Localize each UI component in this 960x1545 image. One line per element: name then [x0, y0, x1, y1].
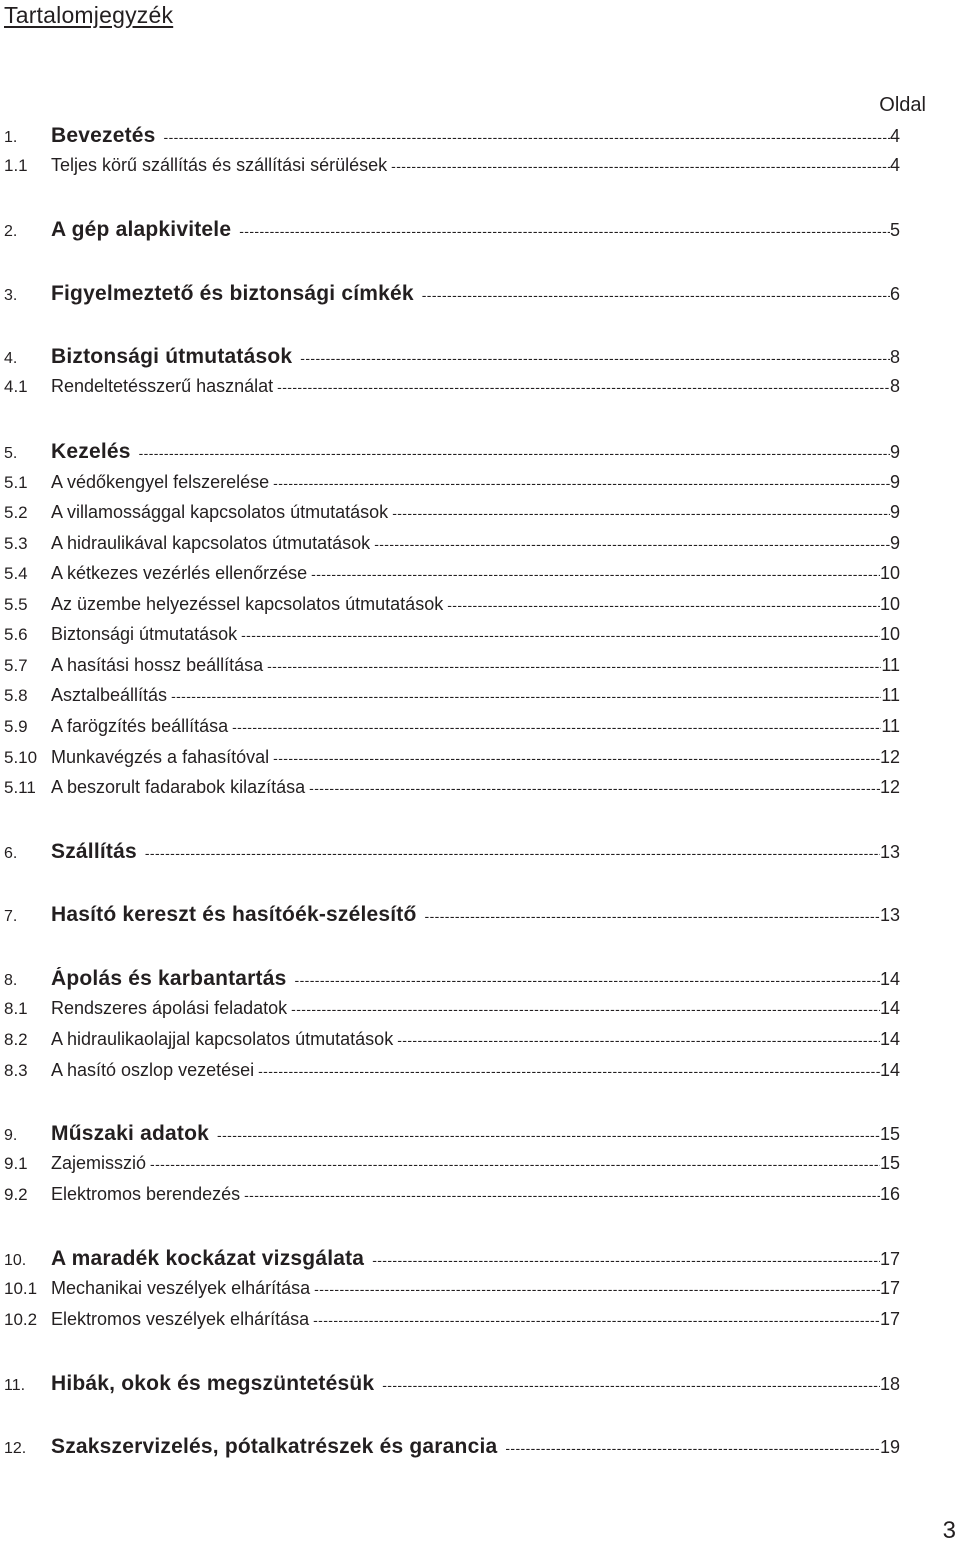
toc-entry-page: 12 — [879, 747, 900, 767]
toc-entry-number: 5.3 — [4, 534, 28, 553]
toc-entry-number: 8. — [4, 972, 18, 989]
toc-entry-label: Zajemisszió — [51, 1153, 147, 1173]
toc-entry-label: Műszaki adatok — [51, 1122, 210, 1145]
toc-dot-leader — [156, 129, 890, 145]
toc-dot-leader — [414, 287, 890, 303]
toc-dot-leader — [393, 1032, 880, 1048]
toc-entry-page: 4 — [889, 155, 900, 175]
toc-entry-number: 10.1 — [4, 1279, 38, 1298]
toc-dot-leader — [305, 780, 880, 796]
toc-entry-page: 19 — [879, 1437, 900, 1457]
toc-entry-label: Mechanikai veszélyek elhárítása — [51, 1278, 311, 1298]
toc-chapter-entry[interactable] — [4, 218, 900, 246]
toc-entry-page: 12 — [879, 777, 900, 797]
toc-entry-label: Biztonsági útmutatások — [51, 624, 238, 644]
toc-entry-page: 9 — [889, 472, 900, 492]
toc-entry-label: Munkavégzés a fahasítóval — [51, 747, 270, 767]
toc-entry-number: 5.7 — [4, 656, 28, 675]
toc-entry-page: 5 — [889, 220, 900, 240]
toc-entry-number: 6. — [4, 845, 18, 862]
toc-section-entry[interactable] — [4, 533, 900, 561]
toc-entry-page: 14 — [879, 998, 900, 1018]
toc-entry-label: Elektromos berendezés — [51, 1184, 241, 1204]
toc-dot-leader — [263, 658, 881, 674]
toc-chapter-entry[interactable] — [4, 1122, 900, 1150]
toc-dot-leader — [167, 688, 881, 704]
toc-entry-number: 5.2 — [4, 503, 28, 522]
toc-entry-number: 9.1 — [4, 1154, 28, 1173]
toc-entry-number: 9. — [4, 1127, 18, 1144]
toc-entry-page: 10 — [879, 563, 900, 583]
toc-entry-number: 1. — [4, 129, 18, 146]
toc-entry-number: 4.1 — [4, 377, 28, 396]
toc-entry-number: 10.2 — [4, 1310, 38, 1329]
toc-entry-number: 10. — [4, 1252, 27, 1269]
toc-entry-page: 14 — [879, 1029, 900, 1049]
toc-entry-page: 18 — [879, 1374, 900, 1394]
toc-entry-number: 5.5 — [4, 595, 28, 614]
toc-dot-leader — [137, 845, 880, 861]
toc-dot-leader — [387, 158, 890, 174]
toc-entry-number: 5.11 — [4, 778, 36, 797]
toc-section-entry[interactable] — [4, 1060, 900, 1088]
toc-dot-leader — [364, 1252, 880, 1268]
toc-section-entry[interactable] — [4, 1309, 900, 1337]
toc-dot-leader — [388, 505, 890, 521]
toc-entry-label: Kezelés — [51, 440, 131, 463]
toc-entry-label: Szállítás — [51, 840, 137, 863]
toc-dot-leader — [228, 719, 881, 735]
toc-entry-label: Rendszeres ápolási feladatok — [51, 998, 288, 1018]
toc-entry-number: 1.1 — [4, 156, 28, 175]
toc-entry-label: A farögzítés beállítása — [51, 716, 229, 736]
toc-entry-label: Ápolás és karbantartás — [51, 967, 287, 990]
toc-entry-number: 4. — [4, 350, 18, 367]
toc-dot-leader — [497, 1440, 880, 1456]
toc-chapter-entry[interactable] — [4, 345, 900, 373]
page-column-header: Oldal — [879, 94, 926, 116]
toc-entry-label: A hidraulikaolajjal kapcsolatos útmutatások — [51, 1029, 394, 1049]
toc-section-entry[interactable] — [4, 472, 900, 500]
toc-entry-number: 5. — [4, 445, 18, 462]
toc-dot-leader — [231, 223, 890, 239]
toc-entry-label: Hibák, okok és megszüntetésük — [51, 1372, 375, 1395]
toc-chapter-entry[interactable] — [4, 1435, 900, 1463]
toc-dot-leader — [287, 972, 880, 988]
toc-dot-leader — [309, 1312, 880, 1328]
toc-entry-label: Figyelmeztető és biztonsági címkék — [51, 282, 414, 305]
toc-entry-page: 15 — [879, 1124, 900, 1144]
toc-entry-page: 9 — [889, 442, 900, 462]
toc-entry-page: 15 — [879, 1153, 900, 1173]
toc-entry-label: Rendeltetésszerű használat — [51, 376, 274, 396]
toc-entry-page: 10 — [879, 624, 900, 644]
toc-entry-page: 17 — [879, 1249, 900, 1269]
toc-entry-number: 9.2 — [4, 1185, 28, 1204]
toc-entry-label: A védőkengyel felszerelése — [51, 472, 270, 492]
toc-section-entry[interactable] — [4, 155, 900, 183]
toc-entry-label: Biztonsági útmutatások — [51, 345, 293, 368]
toc-dot-leader — [310, 1281, 880, 1297]
toc-entry-number: 5.4 — [4, 564, 28, 583]
toc-chapter-entry[interactable] — [4, 967, 900, 995]
toc-entry-number: 8.2 — [4, 1030, 28, 1049]
toc-section-entry[interactable] — [4, 594, 900, 622]
toc-entry-page: 14 — [879, 969, 900, 989]
toc-section-entry[interactable] — [4, 716, 900, 744]
toc-entry-page: 4 — [889, 126, 900, 146]
toc-section-entry[interactable] — [4, 1184, 900, 1212]
toc-entry-label: A gép alapkivitele — [51, 218, 232, 241]
toc-section-entry[interactable] — [4, 685, 900, 713]
toc-section-entry[interactable] — [4, 655, 900, 683]
toc-dot-leader — [131, 445, 890, 461]
toc-entry-page: 13 — [879, 842, 900, 862]
toc-entry-number: 11. — [4, 1377, 26, 1394]
toc-entry-number: 5.10 — [4, 748, 38, 767]
toc-chapter-entry[interactable] — [4, 282, 900, 310]
toc-entry-page: 8 — [889, 376, 900, 396]
toc-entry-label: Asztalbeállítás — [51, 685, 168, 705]
toc-entry-number: 5.6 — [4, 625, 28, 644]
toc-chapter-entry[interactable] — [4, 840, 900, 868]
toc-dot-leader — [370, 536, 890, 552]
toc-section-entry[interactable] — [4, 624, 900, 652]
toc-entry-number: 5.9 — [4, 717, 28, 736]
toc-section-entry[interactable] — [4, 376, 900, 404]
toc-dot-leader — [307, 566, 880, 582]
toc-section-entry[interactable] — [4, 1029, 900, 1057]
toc-dot-leader — [146, 1156, 880, 1172]
toc-section-entry[interactable] — [4, 563, 900, 591]
toc-dot-leader — [292, 350, 890, 366]
toc-entry-page: 13 — [879, 905, 900, 925]
toc-section-entry[interactable] — [4, 1153, 900, 1181]
toc-entry-page: 11 — [881, 685, 900, 705]
toc-section-entry[interactable] — [4, 777, 900, 805]
toc-entry-label: A hasítási hossz beállítása — [51, 655, 264, 675]
toc-entry-page: 16 — [879, 1184, 900, 1204]
toc-entry-number: 5.8 — [4, 686, 28, 705]
toc-chapter-entry[interactable] — [4, 124, 900, 152]
toc-entry-label: A hasító oszlop vezetései — [51, 1060, 255, 1080]
toc-entry-label: A villamossággal kapcsolatos útmutatások — [51, 502, 389, 522]
toc-entry-number: 2. — [4, 223, 18, 240]
toc-entry-page: 9 — [889, 502, 900, 522]
toc-entry-label: Szakszervizelés, pótalkatrészek és garancia — [51, 1435, 498, 1458]
toc-entry-number: 8.3 — [4, 1061, 28, 1080]
toc-dot-leader — [417, 908, 880, 924]
toc-entry-label: Az üzembe helyezéssel kapcsolatos útmutatások — [51, 594, 444, 614]
toc-dot-leader — [443, 597, 880, 613]
toc-entry-page: 17 — [879, 1309, 900, 1329]
toc-dot-leader — [237, 627, 880, 643]
toc-entry-page: 9 — [889, 533, 900, 553]
toc-dot-leader — [287, 1001, 880, 1017]
toc-entry-number: 12. — [4, 1440, 27, 1457]
page-number: 3 — [942, 1517, 956, 1544]
toc-entry-number: 8.1 — [4, 999, 28, 1018]
toc-dot-leader — [273, 379, 890, 395]
toc-entry-label: Teljes körű szállítás és szállítási sérülések — [51, 155, 388, 175]
toc-dot-leader — [240, 1187, 880, 1203]
toc-entry-number: 7. — [4, 908, 18, 925]
toc-entry-label: A beszorult fadarabok kilazítása — [51, 777, 306, 797]
toc-chapter-entry[interactable] — [4, 903, 900, 931]
toc-entry-page: 17 — [879, 1278, 900, 1298]
toc-entry-number: 3. — [4, 287, 18, 304]
toc-section-entry[interactable] — [4, 1278, 900, 1306]
toc-dot-leader — [254, 1063, 880, 1079]
toc-entry-label: A kétkezes vezérlés ellenőrzése — [51, 563, 308, 583]
toc-entry-page: 6 — [889, 284, 900, 304]
toc-dot-leader — [269, 475, 890, 491]
toc-entry-label: A hidraulikával kapcsolatos útmutatások — [51, 533, 371, 553]
toc-entry-label: Hasító kereszt és hasítóék-szélesítő — [51, 903, 417, 926]
toc-entry-page: 14 — [879, 1060, 900, 1080]
toc-entry-page: 8 — [889, 347, 900, 367]
toc-chapter-entry[interactable] — [4, 440, 900, 468]
toc-dot-leader — [269, 750, 880, 766]
toc-section-entry[interactable] — [4, 998, 900, 1026]
toc-entry-label: Elektromos veszélyek elhárítása — [51, 1309, 310, 1329]
toc-chapter-entry[interactable] — [4, 1372, 900, 1400]
toc-section-entry[interactable] — [4, 502, 900, 530]
toc-dot-leader — [374, 1377, 880, 1393]
toc-entry-page: 10 — [879, 594, 900, 614]
page-title: Tartalomjegyzék — [4, 2, 174, 28]
toc-entry-page: 11 — [881, 716, 900, 736]
toc-section-entry[interactable] — [4, 747, 900, 775]
toc-entry-page: 11 — [881, 655, 900, 675]
toc-entry-label: Bevezetés — [51, 124, 156, 147]
toc-entry-label: A maradék kockázat vizsgálata — [51, 1247, 365, 1270]
toc-dot-leader — [209, 1127, 880, 1143]
toc-entry-number: 5.1 — [4, 473, 28, 492]
toc-chapter-entry[interactable] — [4, 1247, 900, 1275]
